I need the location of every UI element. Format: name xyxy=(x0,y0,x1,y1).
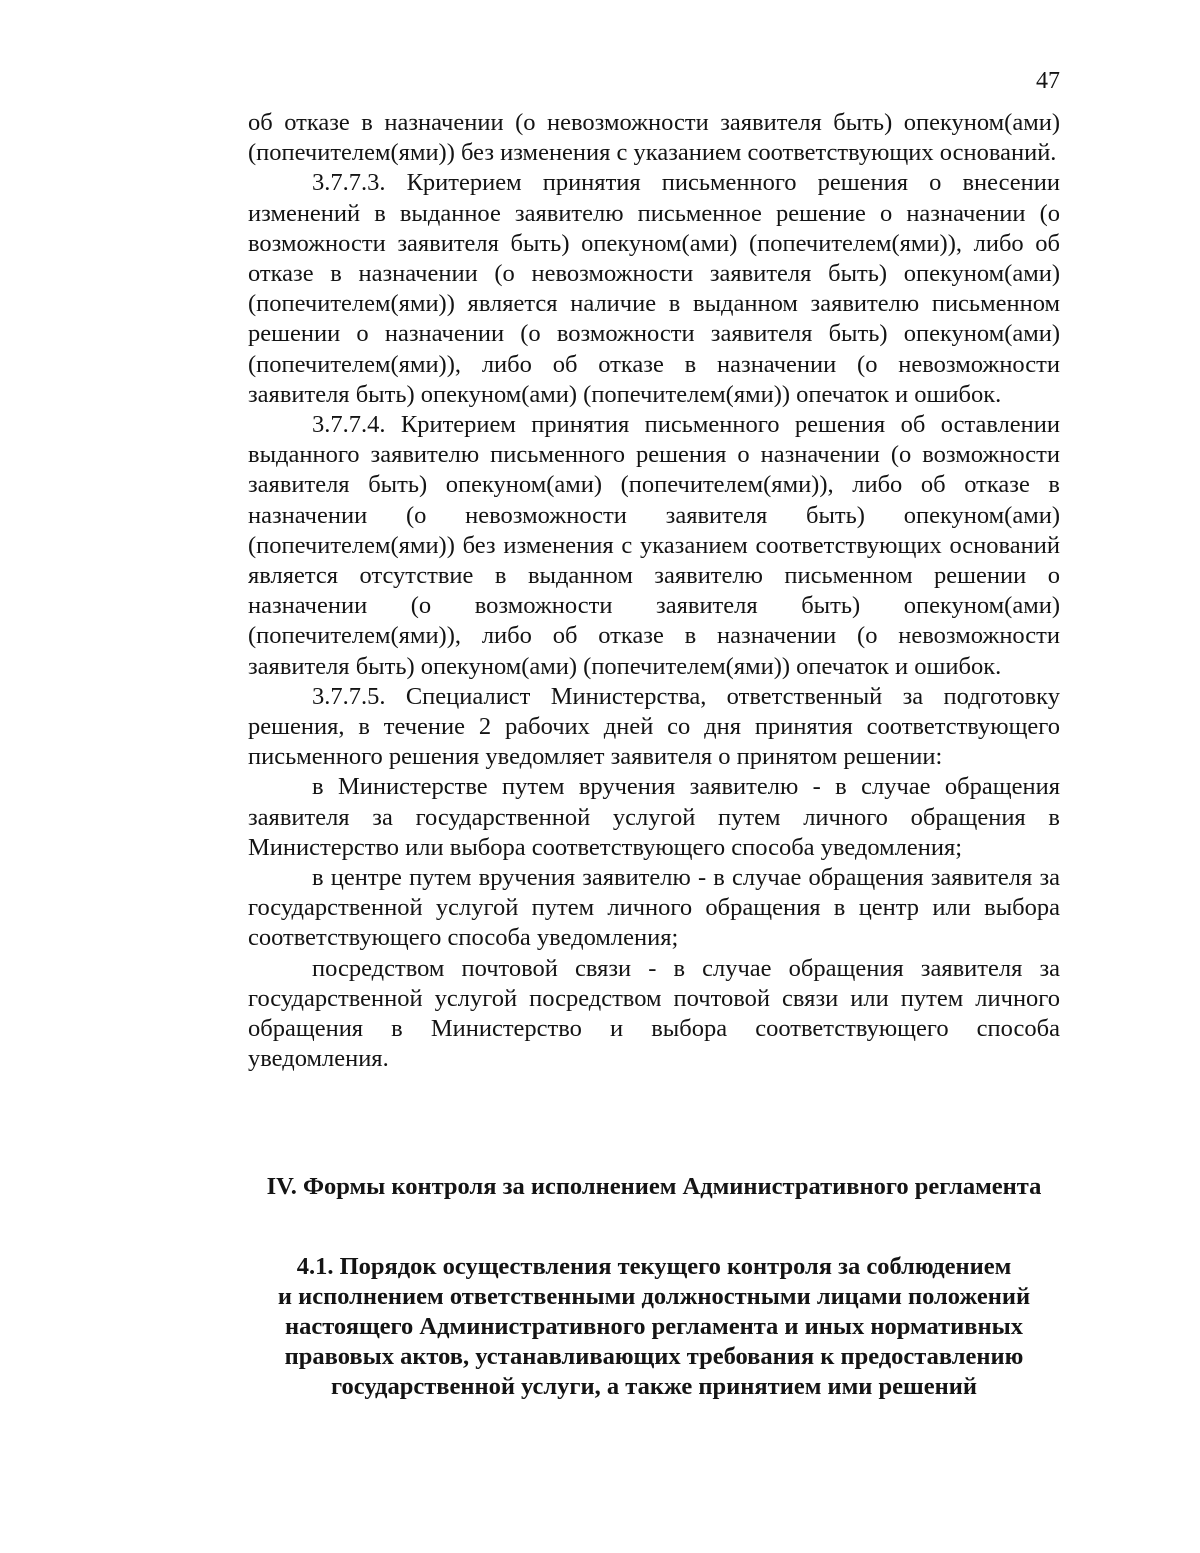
subsection-heading-line: 4.1. Порядок осуществления текущего контроля за соблюдением xyxy=(296,1253,1012,1280)
subsection-heading-line: настоящего Административного регламента и иных нормативных xyxy=(284,1313,1024,1340)
paragraph-center-delivery: в центре путем вручения заявителю - в случае обращения заявителя за государственной услугой путем личного обращения в центр или выбора соответствующего способа уведомления; xyxy=(248,864,1060,952)
document-body xyxy=(248,108,1060,1075)
paragraph-3-7-7-3: 3.7.7.3. Критерием принятия письменного решения о внесении изменений в выданное заявителю письменное решение о назначении (о возможности заявителя быть) опекуном(ами) (попечителем(ями)), либо об отказе в назначении (о невозможности заявителя быть) опекуном(ами) (попечителем(ями)) является наличие в выданном заявителю письменном решении о назначении (о возможности заявителя быть) опекуном(ами) (попечителем(ями)), либо об отказе в назначении (о невозможности заявителя быть) опекуном(ами) (попечителем(ями)) опечаток и ошибок. xyxy=(248,169,1060,408)
paragraph-3-7-7-4: 3.7.7.4. Критерием принятия письменного решения об оставлении выданного заявителю письменного решения о назначении (о возможности заявителя быть) опекуном(ами) (попечителем(ями)), либо об отказе в назначении (о невозможности заявителя быть) опекуном(ами) (попечителем(ями)) без изменения с указанием соответствующих оснований является отсутствие в выданном заявителю письменном решении о назначении (о возможности заявителя быть) опекуном(ами) (попечителем(ями)), либо об отказе в назначении (о невозможности заявителя быть) опекуном(ами) (попечителем(ями)) опечаток и ошибок. xyxy=(248,411,1060,680)
subsection-heading-line: и исполнением ответственными должностными лицами положений xyxy=(277,1283,1031,1310)
paragraph-continuation: об отказе в назначении (о невозможности заявителя быть) опекуном(ами) (попечителем(ями)) без изменения с указанием соответствующих оснований. xyxy=(248,109,1060,167)
section-heading: IV. Формы контроля за исполнением Административного регламента xyxy=(266,1173,1042,1200)
paragraph-3-7-7-5: 3.7.7.5. Специалист Министерства, ответственный за подготовку решения, в течение 2 рабочих дней со дня принятия соответствующего письменного решения уведомляет заявителя о принятом решении: xyxy=(248,682,1060,771)
paragraph-postal-delivery: посредством почтовой связи - в случае обращения заявителя за государственной услугой посредством почтовой связи или путем личного обращения в Министерство и выбора соответствующего способа уведомления. xyxy=(248,954,1060,1073)
subsection-heading-line: правовых актов, устанавливающих требования к предоставлению xyxy=(284,1343,1024,1370)
subsection-heading xyxy=(248,1252,1060,1402)
subsection-heading-line: государственной услуги, а также принятием ими решений xyxy=(331,1373,977,1400)
page-number: 47 xyxy=(1036,68,1060,94)
paragraph-ministry-delivery: в Министерстве путем вручения заявителю - в случае обращения заявителя за государственной услугой путем личного обращения в Министерство или выбора соответствующего способа уведомления; xyxy=(248,773,1060,861)
